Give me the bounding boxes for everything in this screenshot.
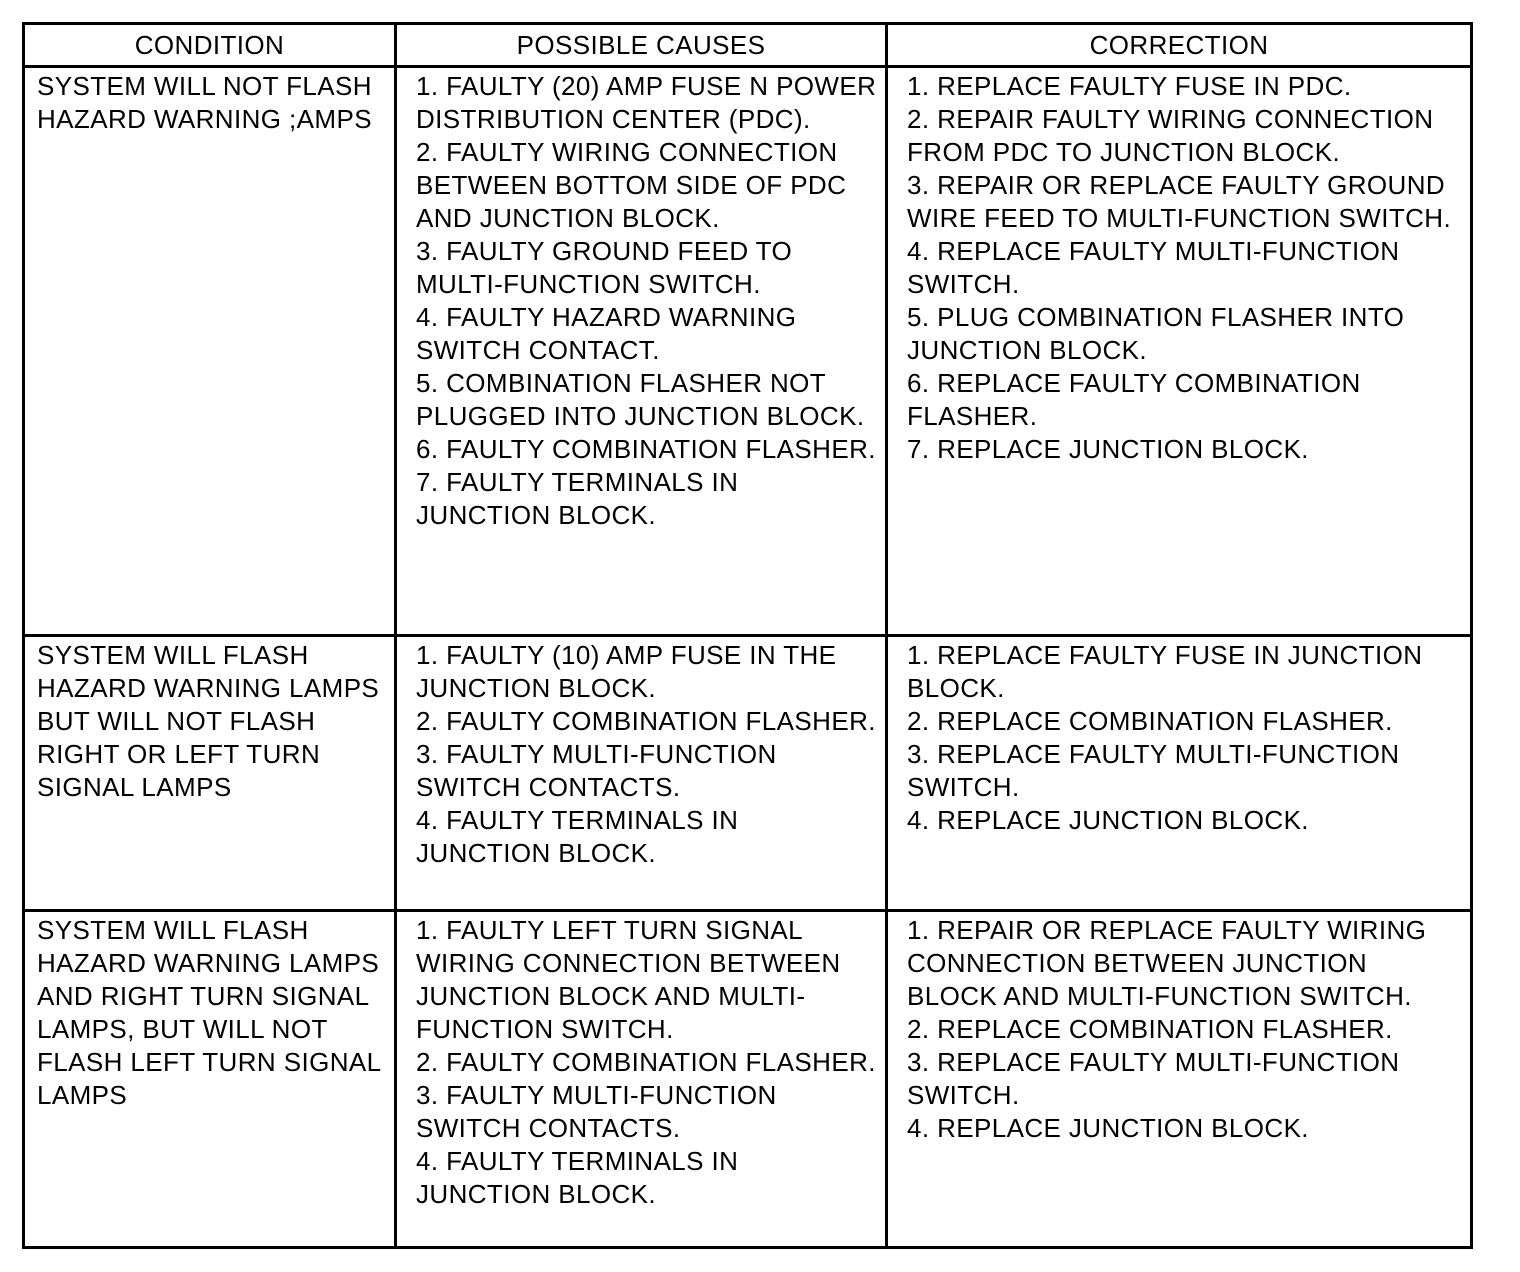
correction-item: 4. REPLACE JUNCTION BLOCK.: [907, 1113, 1309, 1143]
correction-item: 5. PLUG COMBINATION FLASHER INTO JUNCTION BLOCK.: [907, 302, 1405, 365]
condition-text: SYSTEM WILL FLASH HAZARD WARNING LAMPS AND RIGHT TURN SIGNAL LAMPS, BUT WILL NOT FLASH LEFT TURN SIGNAL LAMPS: [37, 915, 381, 1110]
cause-item: 3. FAULTY GROUND FEED TO MULTI-FUNCTION SWITCH.: [416, 236, 793, 299]
corrections-list: [888, 637, 1470, 837]
cause-item: 4. FAULTY HAZARD WARNING SWITCH CONTACT.: [416, 302, 797, 365]
table-row: [24, 636, 1472, 911]
correction-item: 3. REPLACE FAULTY MULTI-FUNCTION SWITCH.: [907, 739, 1400, 802]
correction-item: 4. REPLACE JUNCTION BLOCK.: [907, 805, 1309, 835]
correction-item: 7. REPLACE JUNCTION BLOCK.: [907, 434, 1309, 464]
causes-cell: [396, 636, 887, 911]
causes-list: [397, 68, 885, 532]
correction-item: 2. REPLACE COMBINATION FLASHER.: [907, 706, 1393, 736]
correction-item: 6. REPLACE FAULTY COMBINATION FLASHER.: [907, 368, 1361, 431]
corrections-list: [888, 912, 1470, 1145]
cause-item: 1. FAULTY (10) AMP FUSE IN THE JUNCTION BLOCK.: [416, 640, 837, 703]
correction-item: 3. REPLACE FAULTY MULTI-FUNCTION SWITCH.: [907, 1047, 1400, 1110]
cause-item: 2. FAULTY COMBINATION FLASHER.: [416, 706, 876, 736]
cause-item: 3. FAULTY MULTI-FUNCTION SWITCH CONTACTS.: [416, 1080, 777, 1143]
cause-item: 2. FAULTY WIRING CONNECTION BETWEEN BOTTOM SIDE OF PDC AND JUNCTION BLOCK.: [416, 137, 847, 233]
correction-item: 2. REPLACE COMBINATION FLASHER.: [907, 1014, 1393, 1044]
condition-cell: [24, 636, 396, 911]
causes-cell: [396, 67, 887, 636]
correction-item: 1. REPAIR OR REPLACE FAULTY WIRING CONNECTION BETWEEN JUNCTION BLOCK AND MULTI-FUNCTION SWITCH.: [907, 915, 1427, 1011]
correction-item: 3. REPAIR OR REPLACE FAULTY GROUND WIRE FEED TO MULTI-FUNCTION SWITCH.: [907, 170, 1452, 233]
condition-cell: [24, 911, 396, 1248]
causes-cell: [396, 911, 887, 1248]
causes-list: [397, 912, 885, 1211]
table-row: [24, 911, 1472, 1248]
cause-item: 1. FAULTY (20) AMP FUSE N POWER DISTRIBUTION CENTER (PDC).: [416, 71, 877, 134]
header-correction: CORRECTION: [887, 24, 1472, 67]
cause-item: 1. FAULTY LEFT TURN SIGNAL WIRING CONNECTION BETWEEN JUNCTION BLOCK AND MULTI-FUNCTION SWITCH.: [416, 915, 841, 1044]
causes-list: [397, 637, 885, 870]
header-condition: CONDITION: [24, 24, 396, 67]
correction-cell: [887, 636, 1472, 911]
cause-item: 6. FAULTY COMBINATION FLASHER.: [416, 434, 876, 464]
header-possible-causes: POSSIBLE CAUSES: [396, 24, 887, 67]
correction-item: 1. REPLACE FAULTY FUSE IN PDC.: [907, 71, 1352, 101]
table-row: [24, 67, 1472, 636]
cause-item: 4. FAULTY TERMINALS IN JUNCTION BLOCK.: [416, 1146, 739, 1209]
cause-item: 3. FAULTY MULTI-FUNCTION SWITCH CONTACTS.: [416, 739, 777, 802]
condition-cell: [24, 67, 396, 636]
cause-item: 5. COMBINATION FLASHER NOT PLUGGED INTO JUNCTION BLOCK.: [416, 368, 865, 431]
correction-cell: [887, 67, 1472, 636]
correction-item: 4. REPLACE FAULTY MULTI-FUNCTION SWITCH.: [907, 236, 1400, 299]
cause-item: 4. FAULTY TERMINALS IN JUNCTION BLOCK.: [416, 805, 739, 868]
correction-cell: [887, 911, 1472, 1248]
condition-text: SYSTEM WILL NOT FLASH HAZARD WARNING ;AMPS: [37, 71, 372, 134]
cause-item: 7. FAULTY TERMINALS IN JUNCTION BLOCK.: [416, 467, 739, 530]
header-row: [24, 24, 1472, 67]
corrections-list: [888, 68, 1470, 466]
correction-item: 2. REPAIR FAULTY WIRING CONNECTION FROM PDC TO JUNCTION BLOCK.: [907, 104, 1434, 167]
correction-item: 1. REPLACE FAULTY FUSE IN JUNCTION BLOCK.: [907, 640, 1423, 703]
condition-text: SYSTEM WILL FLASH HAZARD WARNING LAMPS BUT WILL NOT FLASH RIGHT OR LEFT TURN SIGNAL LAMPS: [37, 640, 380, 802]
cause-item: 2. FAULTY COMBINATION FLASHER.: [416, 1047, 876, 1077]
diagnosis-table: [22, 22, 1473, 1249]
